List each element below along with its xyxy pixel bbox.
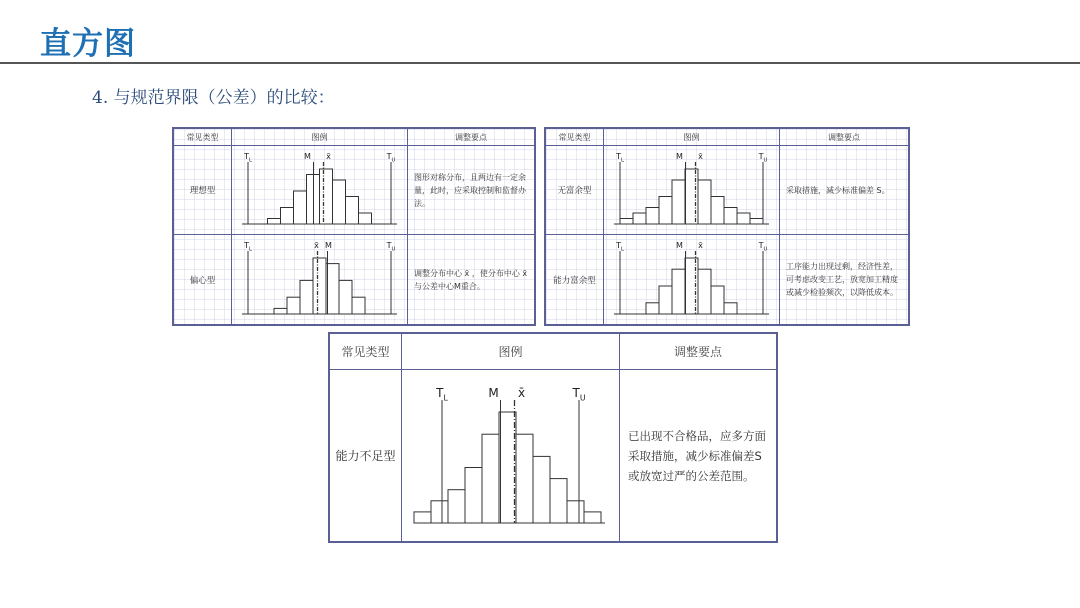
upper-limit-label: $T_U$ [758, 152, 768, 164]
tolerance-center-label: M [304, 152, 311, 161]
histogram-bar [724, 303, 737, 314]
type-label: 无富余型 [546, 146, 604, 235]
type-label: 能力不足型 [330, 370, 402, 541]
note-text: 已出现不合格品，应多方面采取措施，减少标准偏差S或放宽过严的公差范围。 [628, 428, 766, 483]
tolerance-center-label: M [676, 152, 683, 161]
histogram-bar [274, 308, 287, 314]
section-subtitle: 4. 与规范界限（公差）的比较： [92, 88, 335, 108]
histogram-bar [550, 479, 567, 523]
type-label: 偏心型 [174, 235, 232, 324]
upper-limit-label: $T_U$ [572, 386, 586, 403]
header-type: 常见类型 [546, 129, 604, 146]
histogram-bar [659, 197, 672, 225]
adjustment-note [620, 370, 776, 541]
tolerance-center-label: M [676, 241, 683, 250]
header-example: 图例 [232, 129, 408, 146]
histogram-bar [659, 286, 672, 314]
table-right [544, 127, 910, 326]
type-label: 能力富余型 [546, 235, 604, 324]
histogram-chart [402, 370, 619, 541]
histogram-bar [724, 208, 737, 225]
header-type: 常见类型 [330, 334, 402, 370]
lower-limit-label: $T_L$ [244, 152, 252, 164]
histogram-no-margin [604, 146, 780, 235]
histogram-bar [287, 297, 300, 314]
note-text: 采取措施，减少标准偏差 S。 [786, 185, 890, 195]
lower-limit-label: $T_L$ [616, 241, 624, 253]
histogram-bar [737, 213, 750, 224]
histogram-bar [750, 219, 763, 225]
histogram-bar [711, 197, 724, 225]
lower-limit-label: $T_L$ [616, 152, 624, 164]
header-type: 常见类型 [174, 129, 232, 146]
mean-label: x̄ [314, 241, 319, 250]
header-points: 调整要点 [620, 334, 776, 370]
histogram-bar [281, 208, 294, 225]
mean-label: x̄ [698, 241, 703, 250]
histogram-bar [533, 456, 550, 523]
histogram-bar [333, 180, 346, 224]
histogram-chart [232, 235, 407, 324]
type-label: 理想型 [174, 146, 232, 235]
histogram-bar [359, 213, 372, 224]
histogram-bar [584, 512, 601, 523]
tolerance-center-label: M [488, 386, 499, 400]
histogram-bar [698, 180, 711, 224]
histogram-chart [232, 146, 407, 234]
header-points: 调整要点 [780, 129, 908, 146]
note-text: 图形对称分布，且两边有一定余量，此时，应采取控制和监督办法。 [414, 172, 526, 208]
histogram-insufficient [402, 370, 620, 541]
upper-limit-label: $T_U$ [386, 241, 396, 253]
histogram-bar [672, 180, 685, 224]
histogram-bar [313, 258, 326, 314]
adjustment-note [780, 146, 908, 235]
histogram-bar [646, 303, 659, 314]
note-text: 调整分布中心 x̄ ，使分布中心 x̄ 与公差中心M重合。 [414, 268, 528, 291]
histogram-chart [604, 146, 779, 234]
histogram-bar [431, 501, 448, 523]
adjustment-note [408, 235, 534, 324]
upper-limit-label: $T_U$ [386, 152, 396, 164]
histogram-bar [414, 512, 431, 523]
title-divider [0, 62, 1080, 64]
histogram-bar [620, 219, 633, 225]
mean-label: x̄ [517, 386, 526, 400]
histogram-excess-capability [604, 235, 780, 324]
histogram-bar [339, 280, 352, 314]
histogram-bar [346, 197, 359, 225]
histogram-ideal [232, 146, 408, 235]
slide-title: 直方图 [40, 26, 136, 62]
tolerance-center-label: M [325, 241, 332, 250]
histogram-bar [482, 434, 499, 523]
histogram-bar [268, 219, 281, 225]
histogram-bar [294, 191, 307, 224]
adjustment-note [408, 146, 534, 235]
histogram-eccentric [232, 235, 408, 324]
header-example: 图例 [402, 334, 620, 370]
header-points: 调整要点 [408, 129, 534, 146]
lower-limit-label: $T_L$ [244, 241, 252, 253]
histogram-bar [633, 213, 646, 224]
histogram-bar [516, 434, 533, 523]
upper-limit-label: $T_U$ [758, 241, 768, 253]
histogram-chart [604, 235, 779, 324]
histogram-bar [448, 490, 465, 523]
histogram-bar [672, 269, 685, 314]
histogram-bar [320, 169, 333, 224]
histogram-bar [499, 412, 516, 523]
table-left [172, 127, 536, 326]
mean-label: x̄ [326, 152, 331, 161]
histogram-bar [567, 501, 584, 523]
histogram-bar [646, 208, 659, 225]
header-example: 图例 [604, 129, 780, 146]
histogram-bar [698, 269, 711, 314]
histogram-bar [711, 286, 724, 314]
histogram-bar [300, 280, 313, 314]
histogram-bar [465, 468, 482, 524]
adjustment-note [780, 235, 908, 324]
mean-label: x̄ [698, 152, 703, 161]
table-bottom [328, 332, 778, 543]
lower-limit-label: $T_L$ [436, 386, 448, 403]
histogram-bar [352, 297, 365, 314]
note-text: 工序能力出现过剩，经济性差，可考虑改变工艺，放宽加工精度或减少检验频次，以降低成本。 [786, 262, 898, 297]
